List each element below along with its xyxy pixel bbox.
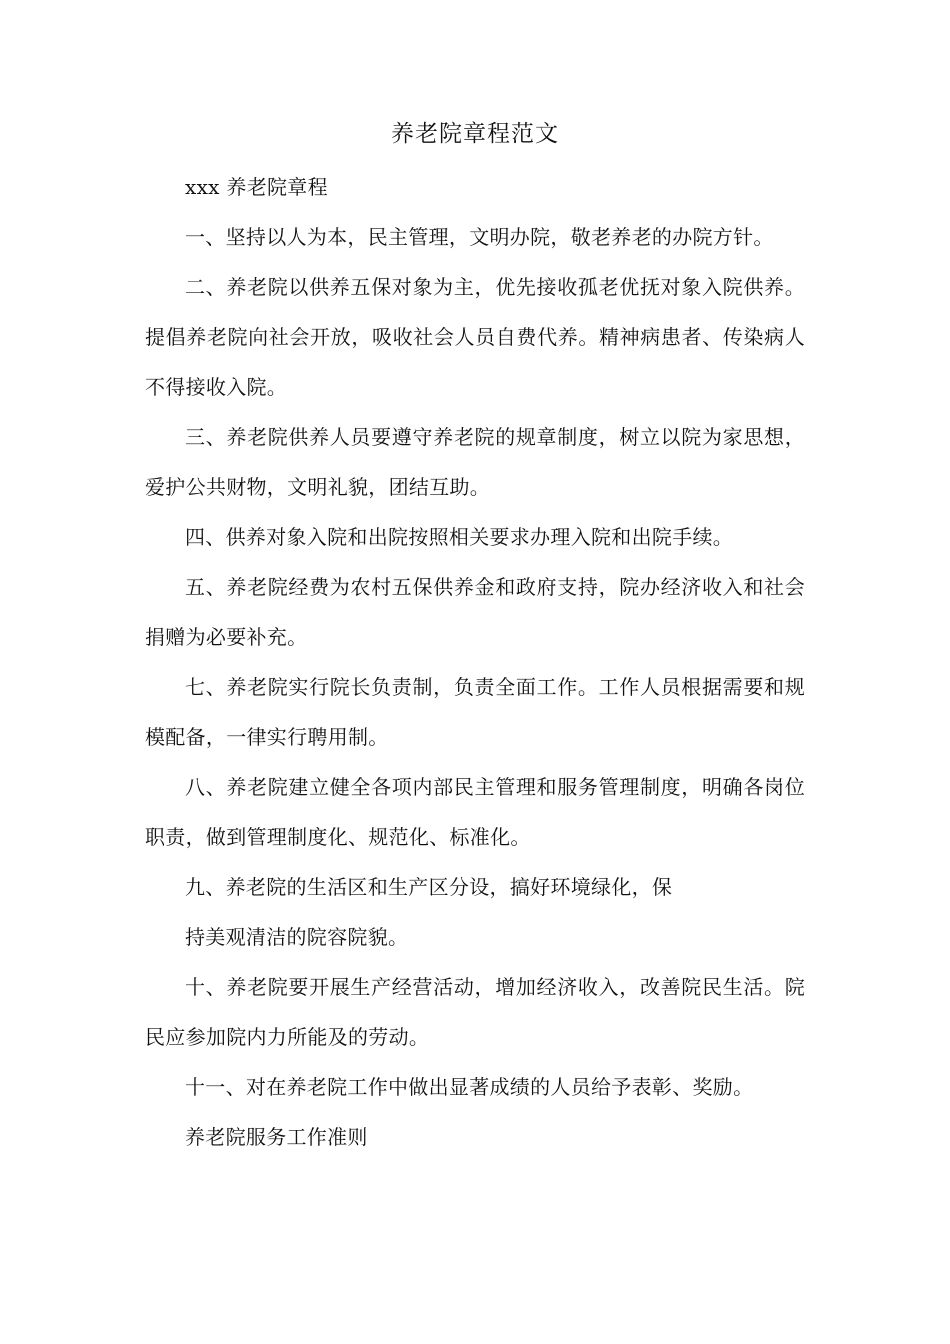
paragraph-article-11: 十一、对在养老院工作中做出显著成绩的人员给予表彰、奖励。 — [185, 1075, 754, 1099]
paragraph-article-9-continued: 持美观清洁的院容院貌。 — [185, 925, 409, 949]
paragraph-article-3: 三、养老院供养人员要遵守养老院的规章制度，树立以院为家思想，爱护公共财物，文明礼貌，团结互助。 — [145, 425, 805, 499]
document-title: 养老院章程范文 — [391, 121, 559, 147]
paragraph-article-1: 一、坚持以人为本，民主管理，文明办院，敬老养老的办院方针。 — [185, 225, 774, 249]
paragraph-article-5: 五、养老院经费为农村五保供养金和政府支持，院办经济收入和社会捐赠为必要补充。 — [145, 575, 805, 649]
paragraph-charter-heading: xxx 养老院章程 — [185, 175, 328, 199]
paragraph-article-9: 九、养老院的生活区和生产区分设，搞好环境绿化，保 — [185, 875, 673, 899]
paragraph-article-8: 八、养老院建立健全各项内部民主管理和服务管理制度，明确各岗位职责，做到管理制度化、规范化、标准化。 — [145, 775, 805, 849]
paragraph-article-10: 十、养老院要开展生产经营活动，增加经济收入，改善院民生活。院民应参加院内力所能及的劳动。 — [145, 975, 805, 1049]
paragraph-service-rules-heading: 养老院服务工作准则 — [185, 1125, 368, 1149]
paragraph-article-4: 四、供养对象入院和出院按照相关要求办理入院和出院手续。 — [185, 525, 734, 549]
paragraph-article-2: 二、养老院以供养五保对象为主，优先接收孤老优抚对象入院供养。提倡养老院向社会开放，吸收社会人员自费代养。精神病患者、传染病人不得接收入院。 — [145, 275, 805, 399]
paragraph-article-7: 七、养老院实行院长负责制，负责全面工作。工作人员根据需要和规模配备，一律实行聘用制。 — [145, 675, 805, 749]
document-body — [145, 162, 805, 1162]
